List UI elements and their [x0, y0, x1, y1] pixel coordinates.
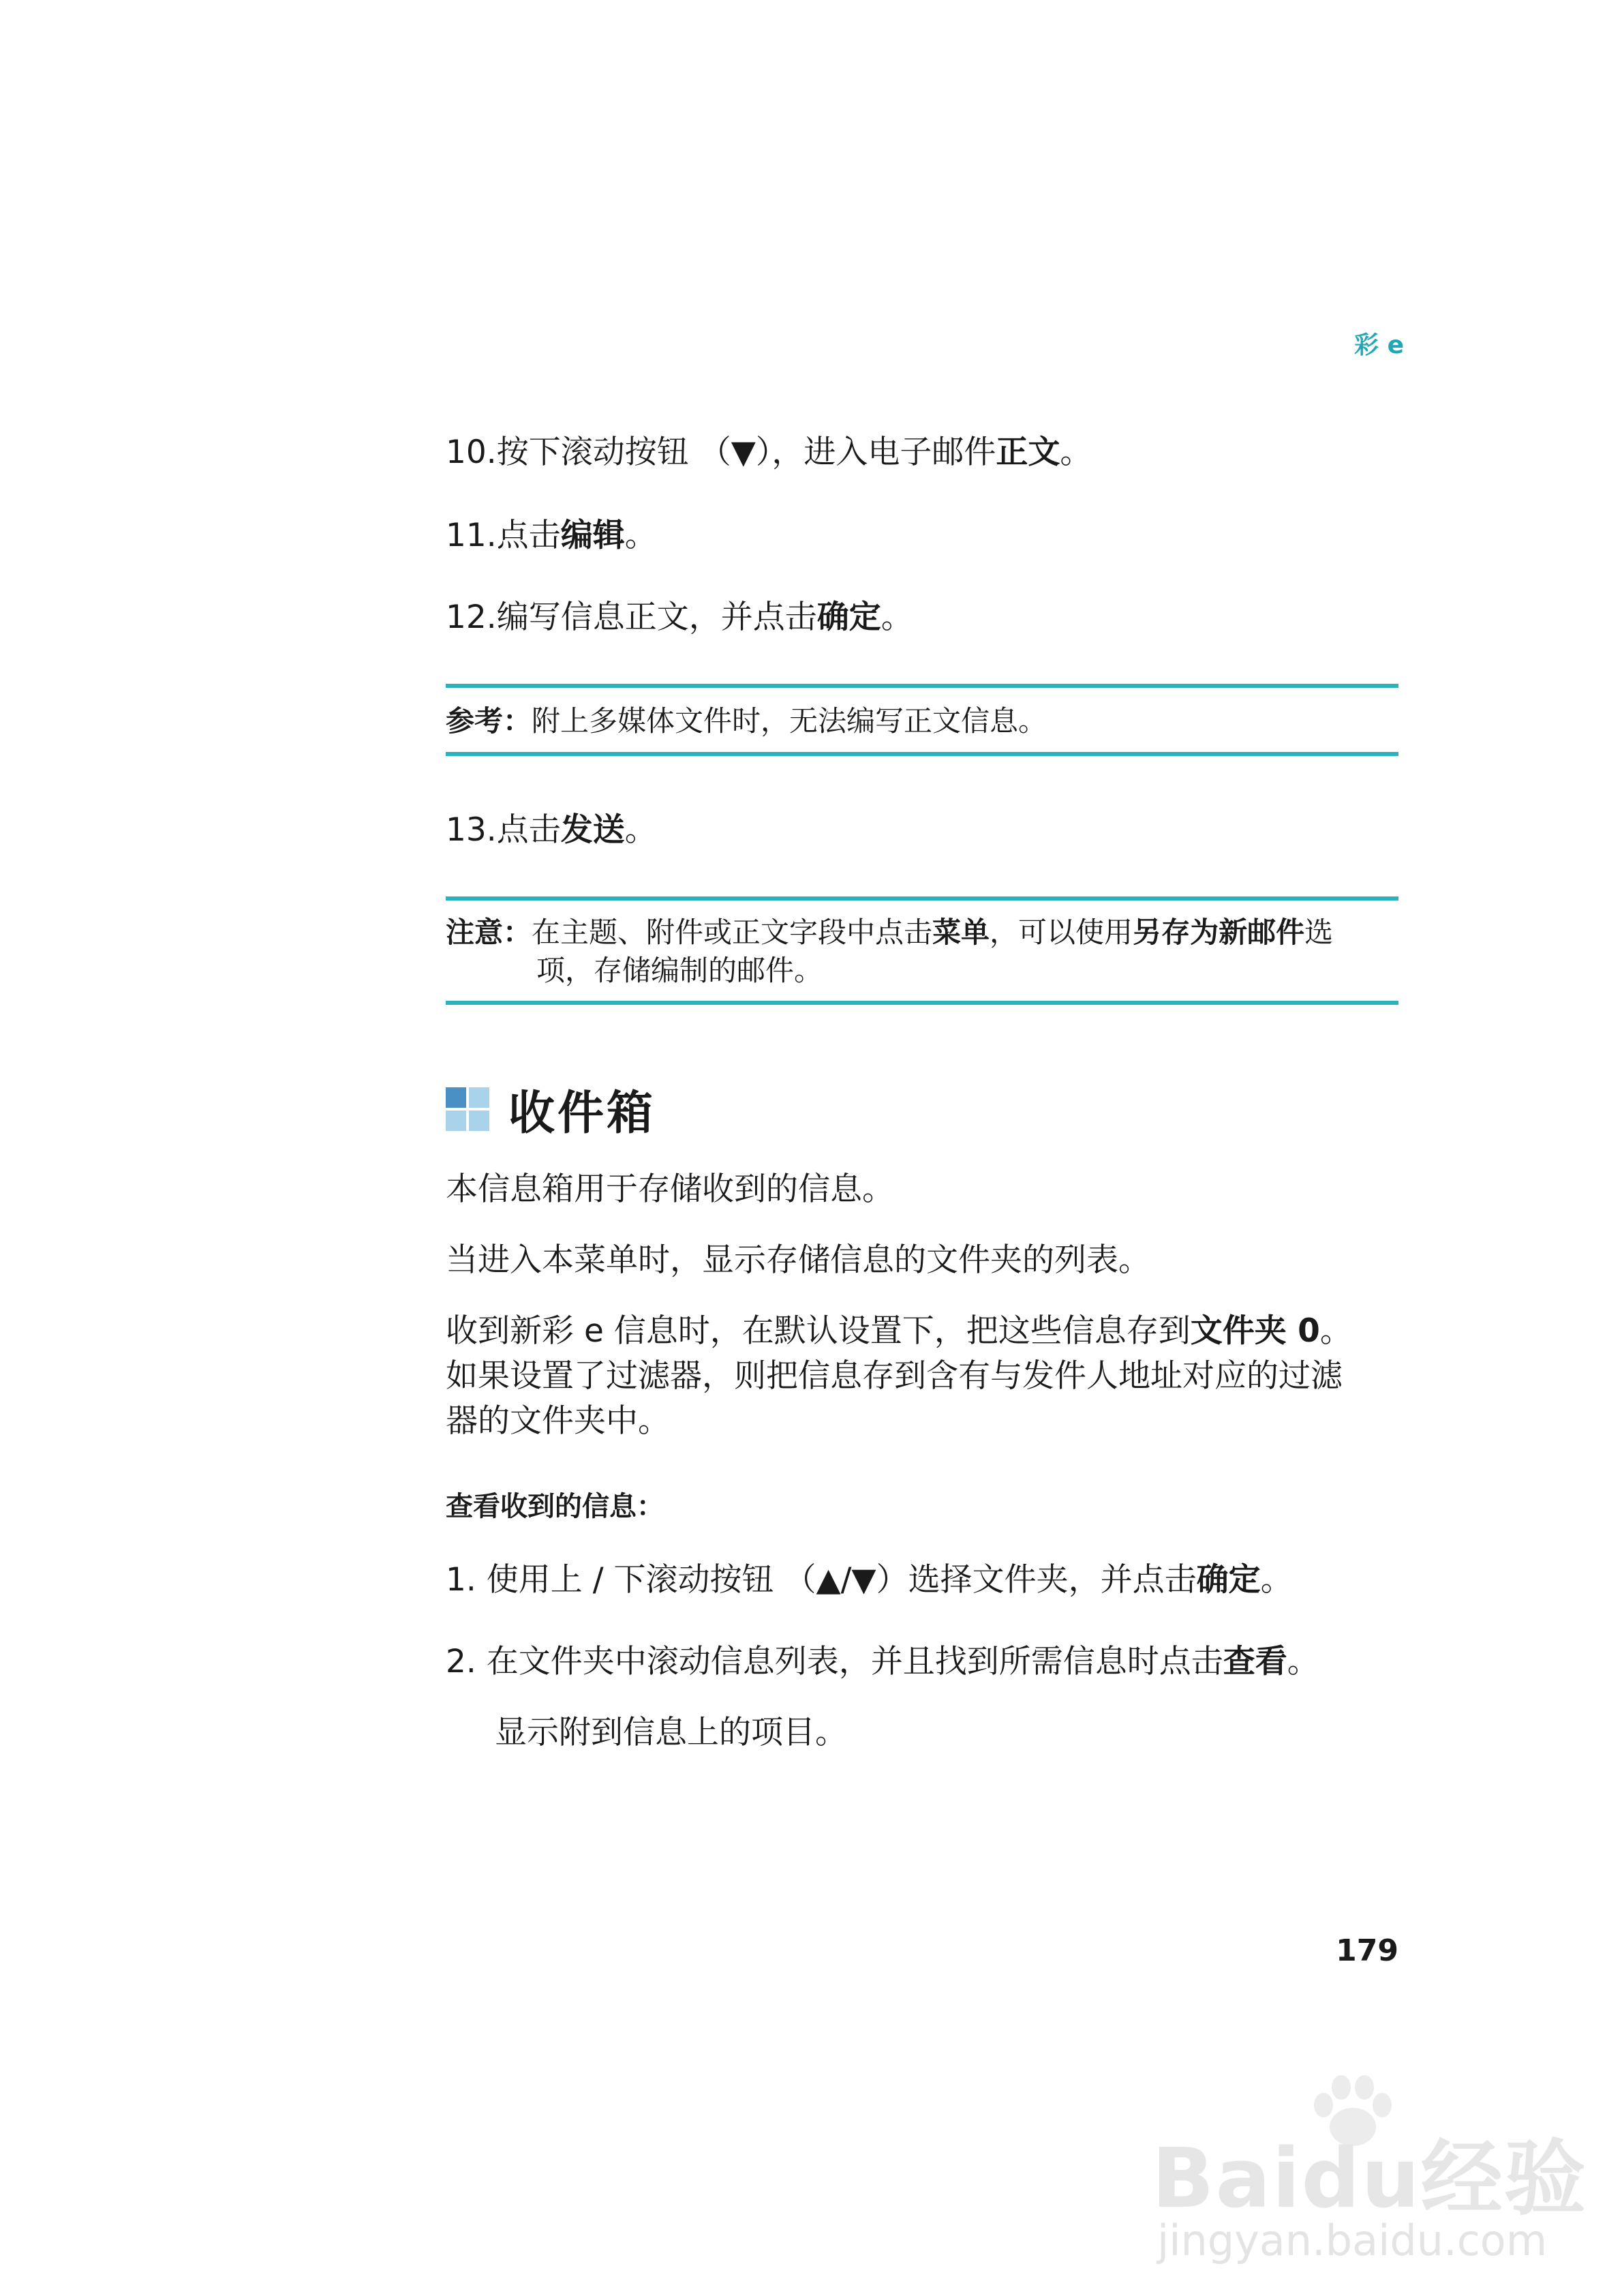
step-text: 按下滚动按钮 （▼），进入电子邮件: [496, 434, 996, 471]
caution-note: [446, 913, 1398, 990]
step-number: 11.: [446, 517, 497, 554]
step-text: 点击: [496, 517, 561, 554]
step-end: 。: [881, 599, 913, 636]
watermark-url: jingyan.baidu.com: [1157, 2216, 1548, 2265]
chapter-tag: 彩 e: [1354, 331, 1404, 359]
paragraph-text: 收到新彩 e 信息时，在默认设置下，把这些信息存到: [446, 1312, 1191, 1350]
step-text: 编写信息正文，并点击: [496, 599, 817, 636]
step-11: [446, 515, 657, 556]
item-bold-term: 查看: [1223, 1643, 1287, 1680]
item-bold-term: 确定: [1196, 1561, 1261, 1599]
step-text: 点击: [496, 811, 561, 849]
note-label: 参考：: [446, 704, 532, 738]
paragraph-text: 如果设置了过滤器，则把信息存到含有与发件人地址对应的过滤: [446, 1357, 1343, 1395]
caution-top-rule: [446, 896, 1398, 901]
item-text: 在文件夹中滚动信息列表，并且找到所需信息时点击: [486, 1643, 1223, 1680]
paragraph-bold-term: 文件夹 0: [1190, 1312, 1320, 1350]
caution-bottom-rule: [446, 1001, 1398, 1005]
item-text: 使用上 / 下滚动按钮 （▲/▼）选择文件夹，并点击: [486, 1561, 1197, 1599]
section-tiles-icon: [446, 1087, 489, 1131]
step-end: 。: [1060, 434, 1092, 471]
page-number: 179: [1336, 1933, 1398, 1968]
step-bold-term: 编辑: [560, 517, 625, 554]
step-bold-term: 确定: [816, 599, 881, 636]
watermark-logo: Baidu经验: [1152, 2132, 1587, 2226]
note-bold-term: 另存为新邮件: [1133, 916, 1305, 949]
item-end: 。: [1260, 1561, 1293, 1599]
list-item-2: [446, 1642, 1319, 1682]
step-bold-term: 发送: [560, 811, 625, 849]
note-text: 选: [1304, 916, 1334, 949]
subheading: 查看收到的信息：: [446, 1491, 664, 1522]
step-10: [446, 432, 1092, 473]
step-12: [446, 597, 913, 638]
note-label: 注意：: [446, 916, 532, 949]
list-item-1: [446, 1560, 1293, 1601]
step-13: [446, 810, 657, 851]
note-text: ，可以使用: [990, 916, 1133, 949]
paragraph-text: 器的文件夹中。: [446, 1402, 670, 1440]
note-bottom-rule: [446, 752, 1398, 756]
section-heading: [446, 1078, 656, 1140]
item-number: 1.: [446, 1561, 476, 1599]
section-title: 收件箱: [508, 1086, 656, 1141]
item-end: 。: [1287, 1643, 1319, 1680]
step-number: 12.: [446, 599, 497, 636]
note-text: 附上多媒体文件时，无法编写正文信息。: [532, 704, 1047, 738]
step-number: 13.: [446, 811, 497, 849]
note-top-rule: [446, 684, 1398, 688]
note-text-continued: 项，存储编制的邮件。: [536, 954, 823, 987]
watermark: [1152, 2072, 1587, 2277]
reference-note: [446, 702, 1398, 740]
step-number: 10.: [446, 434, 497, 471]
result-text: 显示附到信息上的项目。: [495, 1714, 847, 1751]
section-paragraph-2: 当进入本菜单时，显示存储信息的文件夹的列表。: [446, 1241, 1150, 1279]
step-end: 。: [624, 811, 657, 849]
step-bold-term: 正文: [996, 434, 1060, 471]
note-text: 在主题、附件或正文字段中点击: [532, 916, 933, 949]
paragraph-text: 。: [1319, 1312, 1352, 1350]
section-paragraph-3: [446, 1309, 1398, 1444]
step-end: 。: [624, 517, 657, 554]
item-number: 2.: [446, 1643, 476, 1680]
section-paragraph-1: 本信息箱用于存储收到的信息。: [446, 1170, 894, 1208]
note-bold-term: 菜单: [932, 916, 990, 949]
